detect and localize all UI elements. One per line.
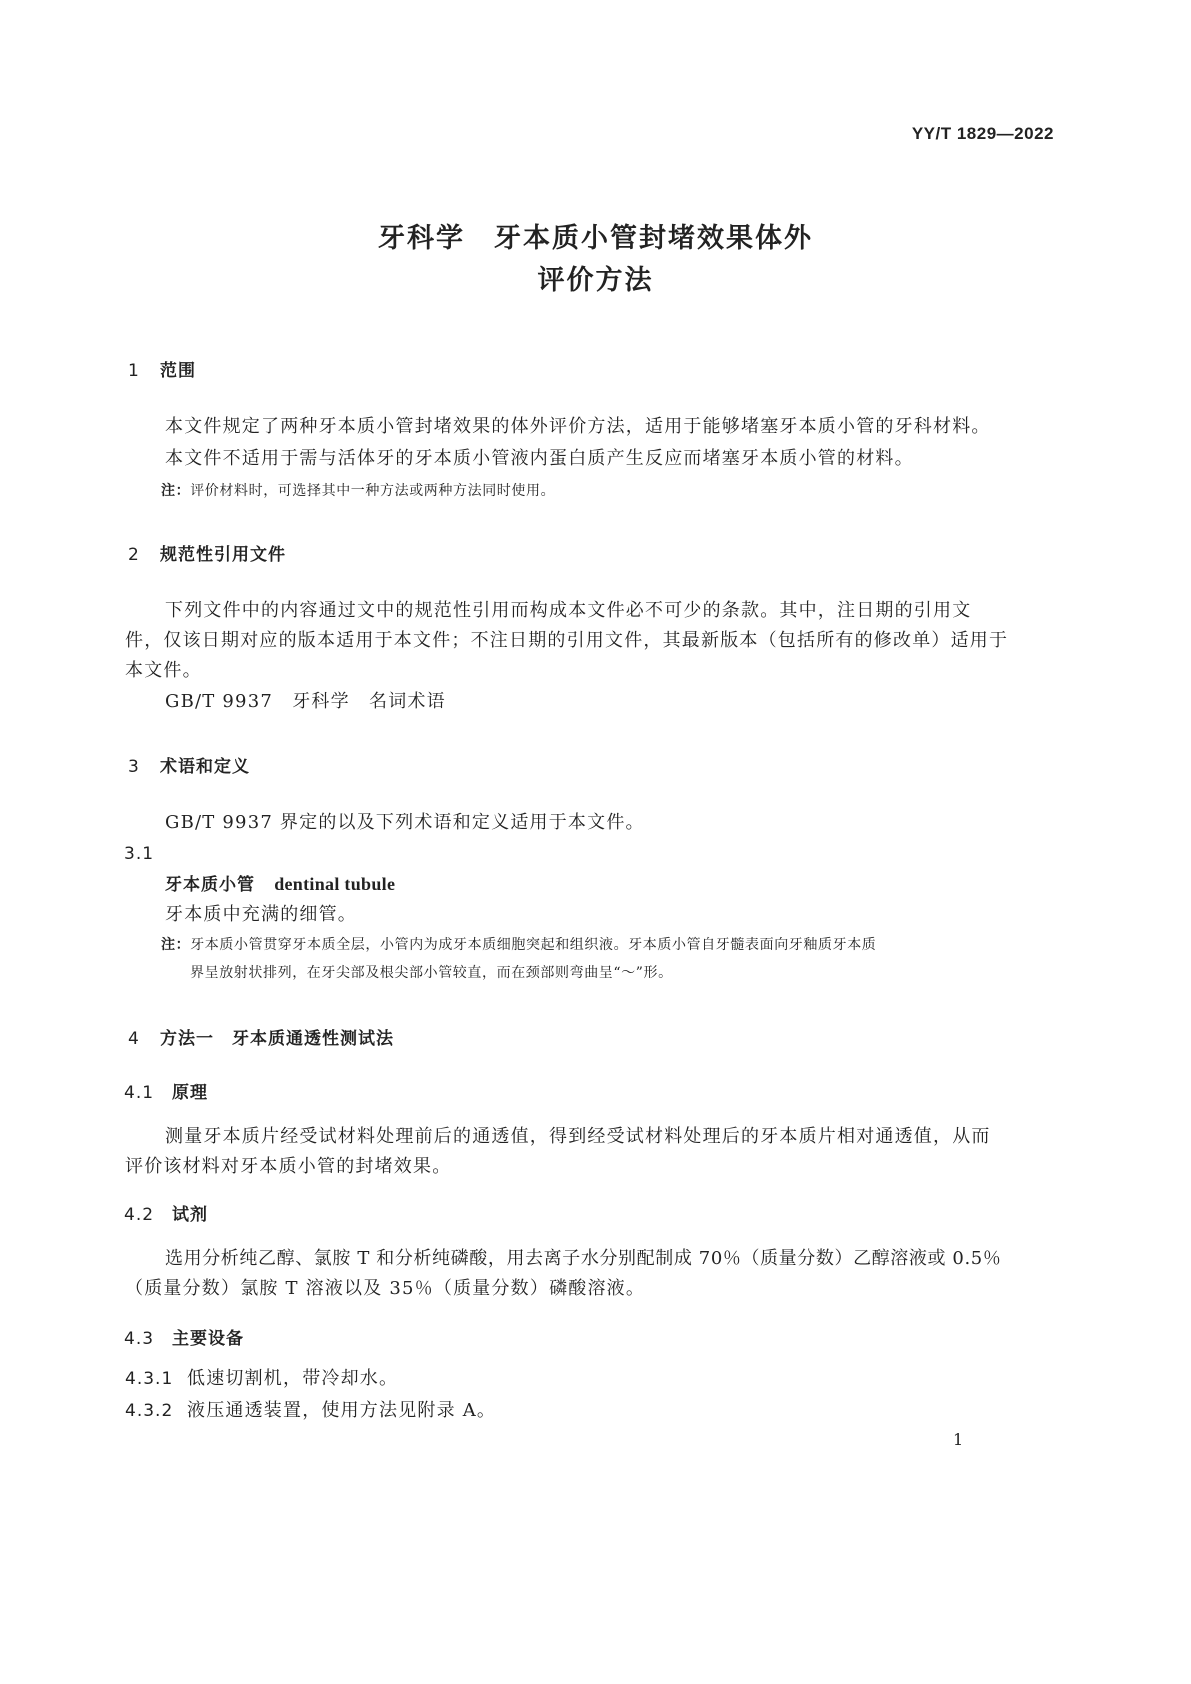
section-2-heading [128, 540, 286, 565]
s1-note [161, 480, 555, 502]
note-text: 牙本质小管贯穿牙本质全层，小管内为成牙本质细胞突起和组织液。牙本质小管自牙髓表面向牙釉质牙本质 [190, 937, 877, 953]
document-title-line1: 牙科学 牙本质小管封堵效果体外 [378, 223, 813, 254]
standard-number: YY/T 1829—2022 [911, 124, 1054, 143]
s3-paragraph: GB/T 9937 界定的以及下列术语和定义适用于本文件。 [165, 812, 645, 833]
section-title: 规范性引用文件 [160, 545, 286, 565]
section-title: 原理 [172, 1083, 208, 1103]
section-title: 主要设备 [172, 1329, 244, 1349]
term-chinese: 牙本质小管 [165, 875, 255, 895]
s42-paragraph-line2: （质量分数）氯胺 T 溶液以及 35％（质量分数）磷酸溶液。 [125, 1278, 646, 1299]
term-entry [165, 870, 395, 900]
section-4-2-heading [124, 1200, 208, 1225]
s431-item [125, 1364, 398, 1394]
term-english: dentinal tubule [274, 874, 396, 894]
section-number: 1 [128, 361, 140, 381]
s42-paragraph-line1: 选用分析纯乙醇、氯胺 T 和分析纯磷酸，用去离子水分别配制成 70％（质量分数）乙醇溶液或 0.5％ [165, 1248, 1002, 1269]
section-4-heading [128, 1024, 394, 1049]
s3-note-line1 [161, 934, 876, 956]
term-definition: 牙本质中充满的细管。 [165, 904, 357, 925]
section-title: 范围 [160, 361, 196, 381]
section-3-heading [128, 752, 250, 777]
s2-normative-reference: GB/T 9937 牙科学 名词术语 [165, 691, 446, 712]
item-number: 4.3.1 [125, 1369, 174, 1389]
section-number: 4.1 [124, 1083, 155, 1103]
s432-item [125, 1396, 496, 1426]
s2-paragraph-line2: 件，仅该日期对应的版本适用于本文件；不注日期的引用文件，其最新版本（包括所有的修改单）适用于 [125, 630, 1009, 651]
note-text: 评价材料时，可选择其中一种方法或两种方法同时使用。 [190, 483, 556, 499]
term-number: 3.1 [124, 844, 155, 864]
section-number: 4 [128, 1029, 140, 1049]
page-number: 1 [953, 1430, 964, 1449]
section-1-heading [128, 356, 196, 381]
s1-paragraph-1: 本文件规定了两种牙本质小管封堵效果的体外评价方法，适用于能够堵塞牙本质小管的牙科材料。 [165, 416, 991, 437]
s2-paragraph-line3: 本文件。 [125, 660, 202, 681]
section-title: 试剂 [172, 1205, 208, 1225]
item-text: 低速切割机，带冷却水。 [187, 1368, 399, 1389]
section-number: 4.2 [124, 1205, 155, 1225]
section-4-3-heading [124, 1324, 244, 1349]
section-number: 2 [128, 545, 140, 565]
s1-paragraph-2: 本文件不适用于需与活体牙的牙本质小管液内蛋白质产生反应而堵塞牙本质小管的材料。 [165, 448, 914, 469]
section-title: 术语和定义 [160, 757, 250, 777]
s2-paragraph-line1: 下列文件中的内容通过文中的规范性引用而构成本文件必不可少的条款。其中，注日期的引用文 [165, 600, 972, 621]
note-label: 注： [161, 483, 191, 499]
s3-note-line2: 界呈放射状排列，在牙尖部及根尖部小管较直，而在颈部则弯曲呈“～”形。 [190, 965, 673, 981]
section-number: 3 [128, 757, 140, 777]
document-title-line2: 评价方法 [537, 265, 654, 296]
item-number: 4.3.2 [125, 1401, 174, 1421]
note-label: 注： [161, 937, 191, 953]
section-title: 方法一 牙本质通透性测试法 [160, 1029, 394, 1049]
s41-paragraph-line1: 测量牙本质片经受试材料处理前后的通透值，得到经受试材料处理后的牙本质片相对通透值，从而 [165, 1126, 991, 1147]
section-number: 4.3 [124, 1329, 155, 1349]
item-text: 液压通透装置，使用方法见附录 A。 [187, 1400, 497, 1421]
section-4-1-heading [124, 1078, 208, 1103]
s41-paragraph-line2: 评价该材料对牙本质小管的封堵效果。 [125, 1156, 452, 1177]
